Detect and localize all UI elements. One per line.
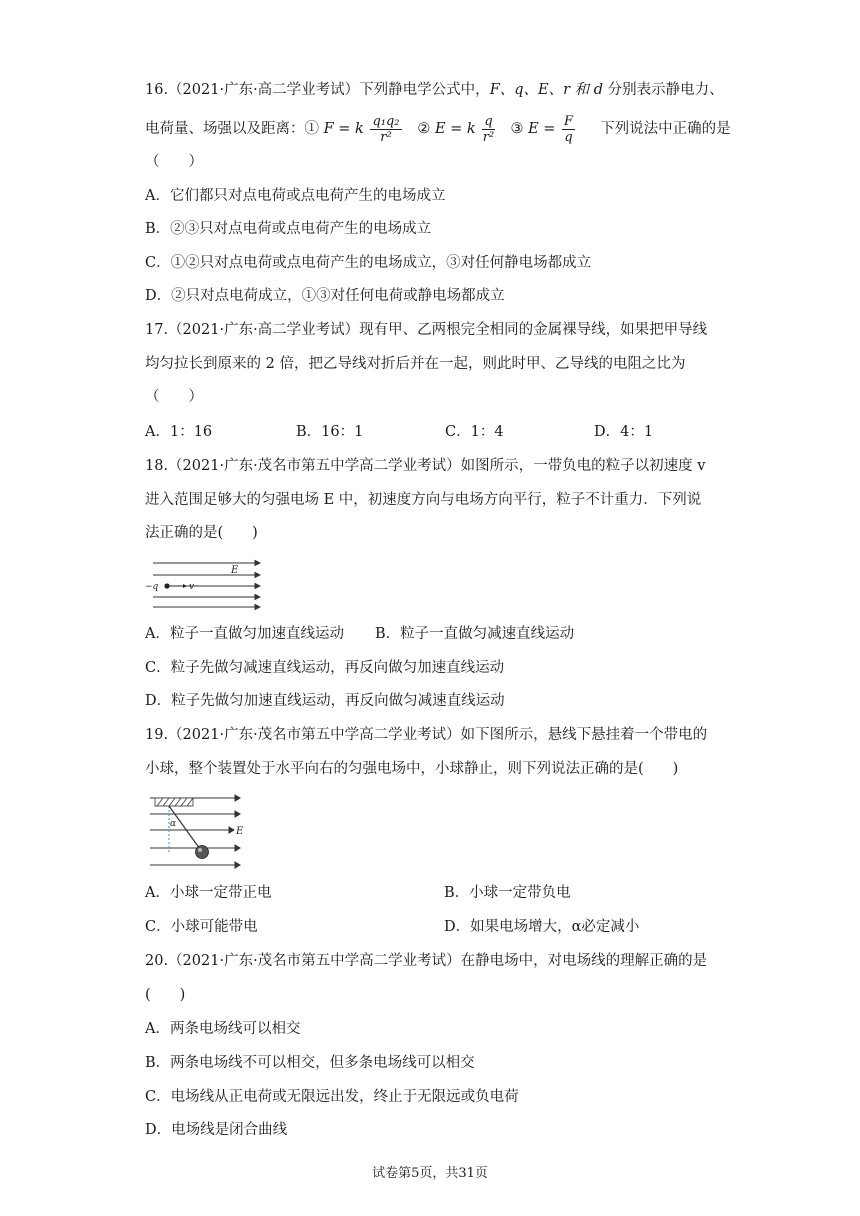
q19-options-row1: [0, 883, 860, 903]
q20-option-c: C．电场线从正电荷或无限远出发，终止于无限远或负电荷: [145, 1089, 519, 1105]
q18-stem-line1: 18.（2021·广东·茂名市第五中学高二学业考试）如图所示，一带负电的粒子以初速度 v: [145, 458, 706, 474]
q19-option-a: A．小球一定带正电: [145, 885, 272, 901]
q19-options-row2: [0, 917, 860, 937]
q18-option-d: D．粒子先做匀加速直线运动，再反向做匀减速直线运动: [145, 693, 505, 709]
q18-charge-label: −q: [145, 582, 159, 592]
formula-3-fraction: $\frac{F}{q}$: [564, 113, 574, 145]
q19-stem-line1: 19.（2021·广东·茂名市第五中学高二学业考试）如下图所示，悬线下悬挂着一个带电的: [145, 727, 708, 743]
q18-velocity-label: v: [189, 582, 195, 592]
q20-answer-paren: ( ): [145, 987, 186, 1003]
q19-option-c: C．小球可能带电: [145, 919, 258, 935]
q20-option-b: B．两条电场线不可以相交，但多条电场线可以相交: [145, 1055, 475, 1071]
formula-1-fraction: $\frac{\text{q₁q₂}}{\text{r²}}$: [372, 113, 400, 145]
q18-option-a: A．粒子一直做匀加速直线运动: [145, 626, 344, 642]
q16-stem-line2: 电荷量、场强以及距离：① F = k $\frac{\text{q₁q₂}}{\text{r²}}$ ② E = k $\frac{q}{\text{r²}}$ ③ E = $\frac{F}{q}$ 下列说法中正确的是: [145, 113, 731, 145]
q16-option-a: A．它们都只对点电荷或点电荷产生的电场成立: [145, 188, 446, 204]
q16-stem-line1: 16.（2021·广东·高二学业考试）下列静电学公式中，F、q、E、r 和 d 分别表示静电力、: [145, 82, 724, 98]
q17-answer-paren: （ ）: [145, 389, 203, 405]
formula-2-lhs: E = k: [434, 121, 476, 137]
q19-angle-label: α: [170, 819, 177, 829]
q16-option-c: C．①②只对点电荷或点电荷产生的电场成立，③对任何静电场都成立: [145, 255, 592, 271]
q18-stem-line2: 进入范围足够大的匀强电场 E 中，初速度方向与电场方向平行，粒子不计重力．下列说: [145, 492, 702, 508]
q18-particle: [164, 583, 169, 588]
q20-stem-line1: 20.（2021·广东·茂名市第五中学高二学业考试）在静电场中，对电场线的理解正确的是: [145, 953, 708, 969]
q18-field-label: E: [231, 565, 239, 576]
q17-stem-line1: 17.（2021·广东·高二学业考试）现有甲、乙两根完全相同的金属裸导线，如果把甲导线: [145, 322, 708, 338]
q17-option-c: C．1：4: [445, 424, 504, 440]
formula-1-lhs: F = k: [323, 121, 364, 137]
q18-field-figure: [143, 558, 261, 610]
formula-3-lhs: E =: [528, 121, 556, 137]
q16-option-d: D．②只对点电荷成立，①③对任何电荷或静电场都成立: [145, 288, 505, 304]
q19-option-d: D．如果电场增大，α必定减小: [444, 919, 640, 935]
q19-option-b: B．小球一定带负电: [444, 885, 571, 901]
q17-option-b: B．16：1: [296, 424, 364, 440]
q20-option-a: A．两条电场线可以相交: [145, 1021, 301, 1037]
page-footer: 试卷第5页，共31页: [372, 1166, 488, 1181]
formula-2-fraction: $\frac{q}{\text{r²}}$: [482, 113, 495, 145]
q20-option-d: D．电场线是闭合曲线: [145, 1122, 288, 1138]
q18-option-b: B．粒子一直做匀减速直线运动: [375, 626, 575, 642]
q17-option-d: D．4：1: [594, 424, 654, 440]
q17-options-row: [0, 422, 860, 442]
q19-field-label: E: [236, 826, 244, 837]
q18-stem-line3: 法正确的是( ): [145, 525, 258, 541]
q16-option-b: B．②③只对点电荷或点电荷产生的电场成立: [145, 221, 432, 237]
q18-option-c: C．粒子先做匀减速直线运动，再反向做匀加速直线运动: [145, 660, 505, 676]
q16-answer-paren: （ ）: [145, 154, 203, 170]
q17-option-a: A．1：16: [145, 424, 213, 440]
q18-options-row1: [0, 624, 860, 644]
q19-charged-ball: [196, 846, 209, 859]
q19-pendulum-figure: [143, 790, 255, 874]
q17-stem-line2: 均匀拉长到原来的 2 倍，把乙导线对折后并在一起，则此时甲、乙导线的电阻之比为: [145, 356, 686, 372]
q19-stem-line2: 小球，整个装置处于水平向右的匀强电场中，小球静止，则下列说法正确的是( ): [145, 761, 679, 777]
